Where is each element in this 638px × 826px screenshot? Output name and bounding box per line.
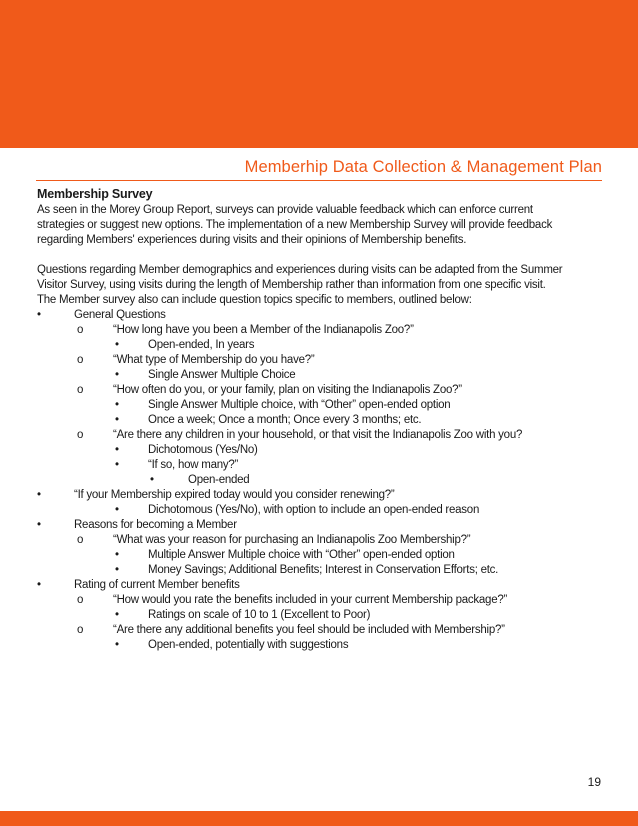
- outline-item-text: Rating of current Member benefits: [74, 579, 240, 591]
- outline-item-text: Money Savings; Additional Benefits; Interest in Conservation Efforts; etc.: [148, 564, 499, 576]
- bullet-marker: •: [115, 444, 119, 456]
- outline-item-text: Ratings on scale of 10 to 1 (Excellent to Poor): [148, 609, 371, 621]
- outline-item-level-2: [37, 428, 607, 443]
- hollow-bullet-marker: o: [77, 384, 84, 396]
- bullet-marker: •: [115, 564, 119, 576]
- outline-item-level-2: [37, 323, 607, 338]
- outline-item-level-4: [37, 473, 607, 488]
- outline-item-level-3: [37, 413, 607, 428]
- bullet-marker: •: [115, 414, 119, 426]
- outline-item-level-2: [37, 593, 607, 608]
- hollow-bullet-marker: o: [77, 624, 84, 636]
- header-divider: [36, 180, 602, 181]
- hollow-bullet-marker: o: [77, 594, 84, 606]
- outline-item-level-3: [37, 368, 607, 383]
- paragraph-line: strategies or suggest new options. The implementation of a new Membership Survey will provide feedback: [37, 219, 553, 231]
- outline-item-text: Dichotomous (Yes/No): [148, 444, 258, 456]
- bullet-marker: •: [115, 339, 119, 351]
- outline-item-text: “If so, how many?”: [148, 459, 239, 471]
- outline-item-text: “How long have you been a Member of the Indianapolis Zoo?”: [113, 324, 414, 336]
- paragraph-line: Visitor Survey, using visits during the length of Membership rather than information from one specific visit.: [37, 279, 546, 291]
- outline-item-text: Reasons for becoming a Member: [74, 519, 237, 531]
- outline-item-text: “If your Membership expired today would you consider renewing?”: [74, 489, 395, 501]
- outline-item-level-3: [37, 503, 607, 518]
- footer-band: [0, 811, 638, 826]
- bullet-marker: •: [115, 609, 119, 621]
- bullet-marker: •: [37, 309, 41, 321]
- paragraph-line: Questions regarding Member demographics and experiences during visits can be adapted from the Summer: [37, 264, 563, 276]
- outline-item-text: Multiple Answer Multiple choice with “Other” open-ended option: [148, 549, 455, 561]
- outline-item-level-3: [37, 563, 607, 578]
- question-outline-list: [37, 308, 607, 653]
- bullet-marker: •: [37, 489, 41, 501]
- outline-item-text: Open-ended, potentially with suggestions: [148, 639, 349, 651]
- outline-item-text: “Are there any children in your household, or that visit the Indianapolis Zoo with you?: [113, 429, 523, 441]
- paragraph-line: As seen in the Morey Group Report, surveys can provide valuable feedback which can enforce current: [37, 204, 533, 216]
- outline-item-text: “How often do you, or your family, plan on visiting the Indianapolis Zoo?”: [113, 384, 462, 396]
- page-content: [37, 183, 607, 653]
- hollow-bullet-marker: o: [77, 324, 84, 336]
- paragraph-line: The Member survey also can include question topics specific to members, outlined below:: [37, 294, 472, 306]
- outline-item-text: Single Answer Multiple choice, with “Other” open-ended option: [148, 399, 451, 411]
- outline-item-level-3: [37, 458, 607, 473]
- hollow-bullet-marker: o: [77, 429, 84, 441]
- outline-item-text: Once a week; Once a month; Once every 3 months; etc.: [148, 414, 422, 426]
- outline-item-text: Dichotomous (Yes/No), with option to include an open-ended reason: [148, 504, 480, 516]
- bullet-marker: •: [115, 549, 119, 561]
- intro-paragraph: [37, 203, 607, 248]
- hollow-bullet-marker: o: [77, 534, 84, 546]
- outline-item-level-2: [37, 533, 607, 548]
- outline-item-text: “What type of Membership do you have?”: [113, 354, 315, 366]
- paragraph-gap: [37, 248, 607, 263]
- page-number: 19: [587, 775, 601, 789]
- section-heading: Membership Survey: [37, 187, 153, 201]
- outline-item-level-3: [37, 608, 607, 623]
- outline-item-level-2: [37, 623, 607, 638]
- paragraph-line: regarding Members' experiences during visits and their opinions of Membership benefits.: [37, 234, 467, 246]
- outline-item-level-1: [37, 578, 607, 593]
- bullet-marker: •: [37, 519, 41, 531]
- outline-item-level-3: [37, 638, 607, 653]
- outline-item-level-3: [37, 398, 607, 413]
- outline-item-level-2: [37, 353, 607, 368]
- hollow-bullet-marker: o: [77, 354, 84, 366]
- outline-item-level-1: [37, 488, 607, 503]
- outline-item-level-3: [37, 548, 607, 563]
- outline-item-text: Single Answer Multiple Choice: [148, 369, 296, 381]
- outline-item-text: “What was your reason for purchasing an Indianapolis Zoo Membership?”: [113, 534, 471, 546]
- questions-paragraph: [37, 263, 607, 308]
- outline-item-text: “Are there any additional benefits you feel should be included with Membership?”: [113, 624, 505, 636]
- bullet-marker: •: [115, 459, 119, 471]
- outline-item-text: “How would you rate the benefits included in your current Membership package?”: [113, 594, 508, 606]
- outline-item-level-3: [37, 338, 607, 353]
- outline-item-text: General Questions: [74, 309, 166, 321]
- outline-item-text: Open-ended: [188, 474, 250, 486]
- document-header-title: Memberhip Data Collection & Management Plan: [244, 158, 602, 176]
- bullet-marker: •: [115, 399, 119, 411]
- bullet-marker: •: [115, 369, 119, 381]
- outline-item-level-2: [37, 383, 607, 398]
- header-band: [0, 0, 638, 148]
- bullet-marker: •: [115, 504, 119, 516]
- outline-item-text: Open-ended, In years: [148, 339, 255, 351]
- outline-item-level-3: [37, 443, 607, 458]
- bullet-marker: •: [37, 579, 41, 591]
- outline-item-level-1: [37, 518, 607, 533]
- bullet-marker: •: [115, 639, 119, 651]
- bullet-marker: •: [150, 474, 154, 486]
- outline-item-level-1: [37, 308, 607, 323]
